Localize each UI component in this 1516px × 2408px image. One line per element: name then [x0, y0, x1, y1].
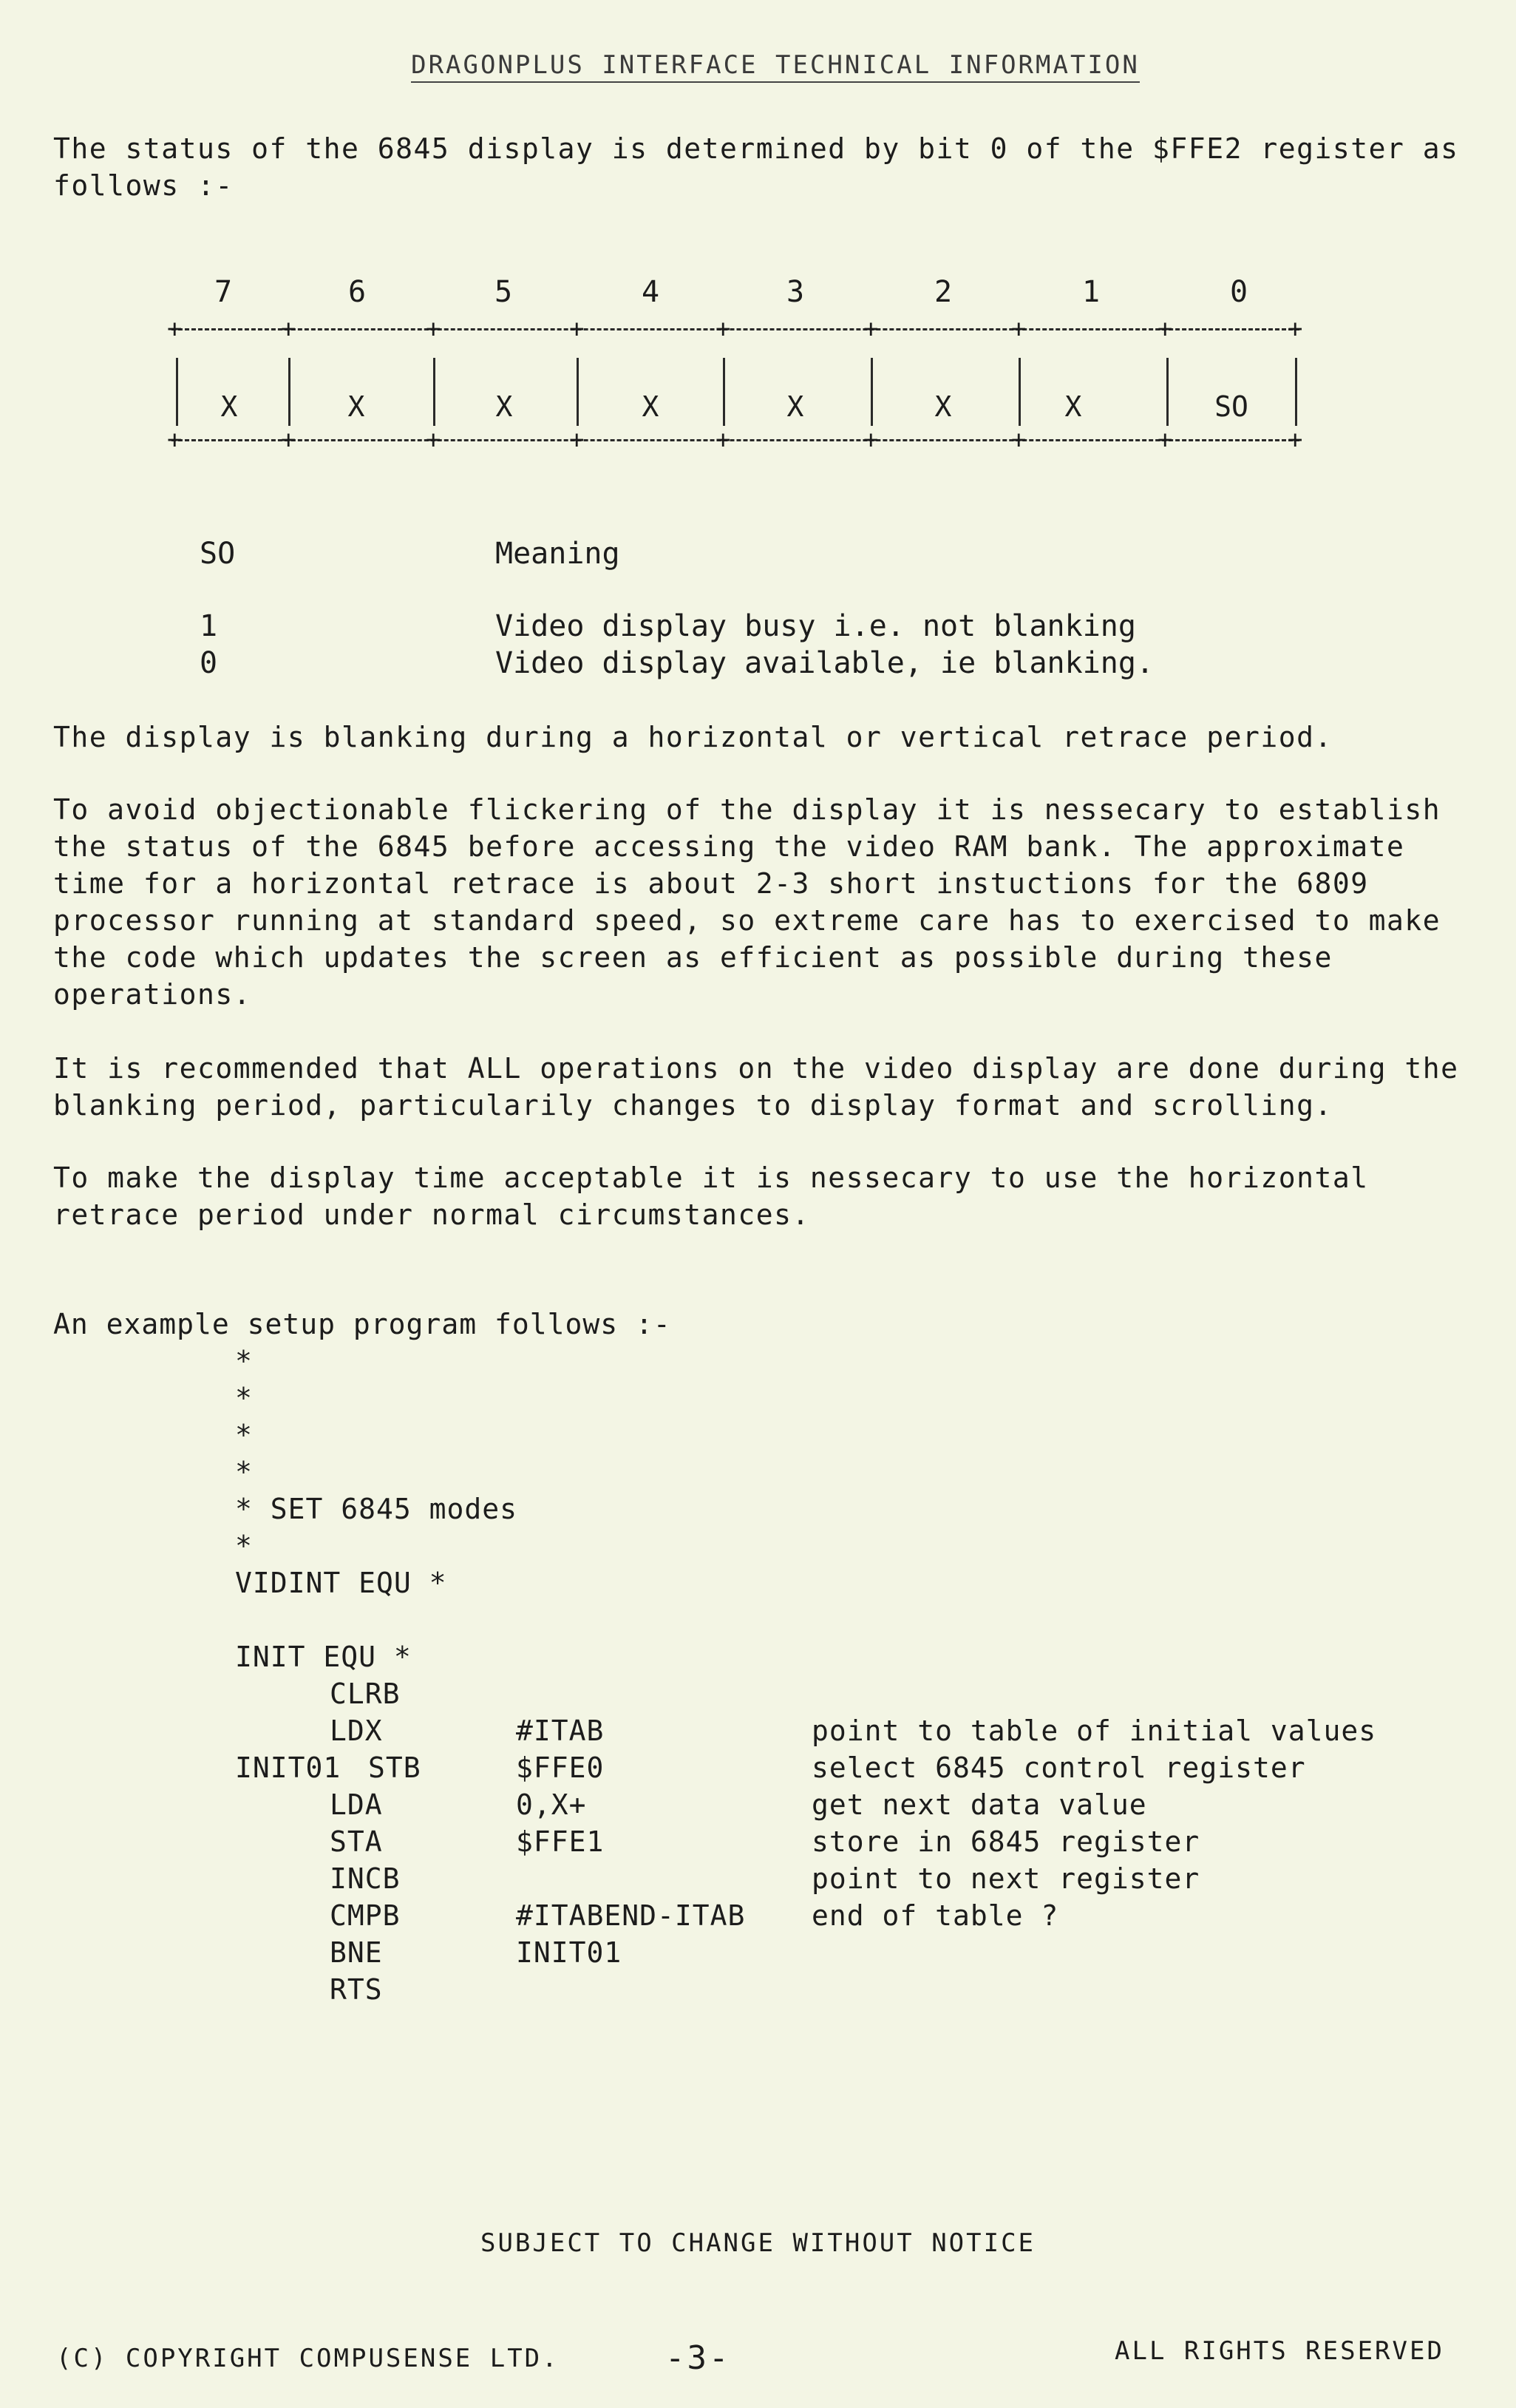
- code-op: RTS: [330, 1973, 383, 2006]
- code-op: CLRB: [330, 1678, 401, 1710]
- cell-divider: [723, 358, 725, 426]
- header-title: DRAGONPLUS INTERFACE TECHNICAL INFORMATION: [411, 50, 1140, 83]
- so-meaning: Video display busy i.e. not blanking: [495, 609, 1136, 643]
- so-meaning: Video display available, ie blanking.: [495, 646, 1155, 680]
- border-corner: +: [1158, 425, 1173, 455]
- code-op: STB: [368, 1751, 421, 1784]
- bit-cell: X: [495, 390, 513, 423]
- vidint-line: VIDINT EQU *: [235, 1567, 447, 1599]
- bit-number: 5: [494, 275, 513, 309]
- code-op: LDA: [330, 1788, 383, 1821]
- bit-number: 7: [214, 275, 233, 309]
- border-corner: +: [167, 425, 183, 455]
- bit-number: 6: [347, 275, 367, 309]
- meaning-column-header: Meaning: [495, 537, 620, 571]
- bit-number: 0: [1229, 275, 1248, 309]
- cell-divider: [1166, 358, 1169, 426]
- code-op: LDX: [330, 1715, 383, 1747]
- border-corner: +: [1158, 314, 1173, 344]
- code-op: INCB: [330, 1862, 401, 1895]
- code-op: STA: [330, 1825, 383, 1858]
- bit-cell: X: [220, 390, 238, 423]
- border-corner: +: [569, 314, 585, 344]
- paragraph: To make the display time acceptable it is nessecary to use the horizontal retrace period under normal circumstances.: [53, 1161, 1369, 1231]
- comment-line: *: [235, 1382, 253, 1414]
- border-corner: +: [281, 425, 296, 455]
- cell-divider: [176, 358, 178, 426]
- border-corner: +: [715, 425, 731, 455]
- border-corner: +: [715, 314, 731, 344]
- page-number: -3-: [665, 2339, 731, 2377]
- border-corner: +: [863, 425, 879, 455]
- code-operand: 0,X+: [516, 1788, 587, 1821]
- bit-cell: X: [642, 390, 659, 423]
- comment-line: *: [235, 1456, 253, 1488]
- code-comment: point to table of initial values: [812, 1715, 1377, 1747]
- bit-cell: X: [1064, 390, 1082, 423]
- paragraph: It is recommended that ALL operations on the video display are done during the blanking period, particularily changes to display format and scrolling.: [53, 1052, 1459, 1122]
- bit-cell-so: SO: [1214, 390, 1248, 423]
- bit-cell: X: [786, 390, 804, 423]
- so-value: 0: [200, 646, 218, 680]
- page-header: [0, 21, 1516, 80]
- border-corner: +: [569, 425, 585, 455]
- bit-number: 2: [934, 275, 953, 309]
- paragraph: The display is blanking during a horizontal or vertical retrace period.: [53, 721, 1333, 753]
- cell-divider: [577, 358, 579, 426]
- init-line: INIT EQU *: [235, 1641, 412, 1673]
- border-corner: +: [426, 425, 441, 455]
- code-op: CMPB: [330, 1899, 401, 1932]
- cell-divider: [1019, 358, 1021, 426]
- border-corner: +: [426, 314, 441, 344]
- paragraph: To avoid objectionable flickering of the display it is nessecary to establish the status of the 6845 before accessing the video RAM bank. The approximate time for a horizontal retrace is about 2-3 short instuctions for the 6809 processor running at standard speed, so extreme care has to exercised to make the code which updates the screen as efficient as possible during these operations.: [53, 793, 1441, 1011]
- cell-divider: [288, 358, 290, 426]
- code-comment: end of table ?: [812, 1899, 1059, 1932]
- border-corner: +: [1011, 314, 1027, 344]
- comment-line: * SET 6845 modes: [235, 1493, 518, 1525]
- bit-number: 1: [1081, 275, 1101, 309]
- change-notice: SUBJECT TO CHANGE WITHOUT NOTICE: [480, 2228, 1036, 2258]
- comment-line: *: [235, 1419, 253, 1451]
- code-comment: get next data value: [812, 1788, 1147, 1821]
- border-corner: +: [1011, 425, 1027, 455]
- register-top-border: [171, 328, 1299, 330]
- code-comment: point to next register: [812, 1862, 1200, 1895]
- register-bottom-border: [171, 439, 1299, 441]
- bit-number: 4: [641, 275, 660, 309]
- cell-divider: [1295, 358, 1297, 426]
- example-intro: An example setup program follows :-: [53, 1308, 671, 1340]
- border-corner: +: [1288, 314, 1303, 344]
- code-operand: #ITAB: [516, 1715, 605, 1747]
- border-corner: +: [167, 314, 183, 344]
- copyright-text: (C) COPYRIGHT COMPUSENSE LTD.: [56, 2344, 560, 2373]
- code-operand: #ITABEND-ITAB: [516, 1899, 746, 1932]
- bit-cell: X: [347, 390, 365, 423]
- cell-divider: [871, 358, 873, 426]
- code-operand: $FFE0: [516, 1751, 605, 1784]
- so-value: 1: [200, 609, 218, 643]
- rights-text: ALL RIGHTS RESERVED: [1115, 2336, 1444, 2366]
- border-corner: +: [863, 314, 879, 344]
- code-comment: select 6845 control register: [812, 1751, 1306, 1784]
- code-label: INIT01: [235, 1751, 341, 1784]
- comment-line: *: [235, 1345, 253, 1377]
- code-operand: $FFE1: [516, 1825, 605, 1858]
- bit-number: 3: [786, 275, 805, 309]
- border-corner: +: [281, 314, 296, 344]
- comment-line: *: [235, 1530, 253, 1562]
- code-comment: store in 6845 register: [812, 1825, 1200, 1858]
- code-op: BNE: [330, 1936, 383, 1969]
- cell-divider: [433, 358, 435, 426]
- bit-cell: X: [934, 390, 952, 423]
- so-column-header: SO: [200, 537, 236, 571]
- border-corner: +: [1288, 425, 1303, 455]
- code-operand: INIT01: [516, 1936, 622, 1969]
- intro-paragraph: The status of the 6845 display is determined by bit 0 of the $FFE2 register as follows :-: [53, 132, 1459, 202]
